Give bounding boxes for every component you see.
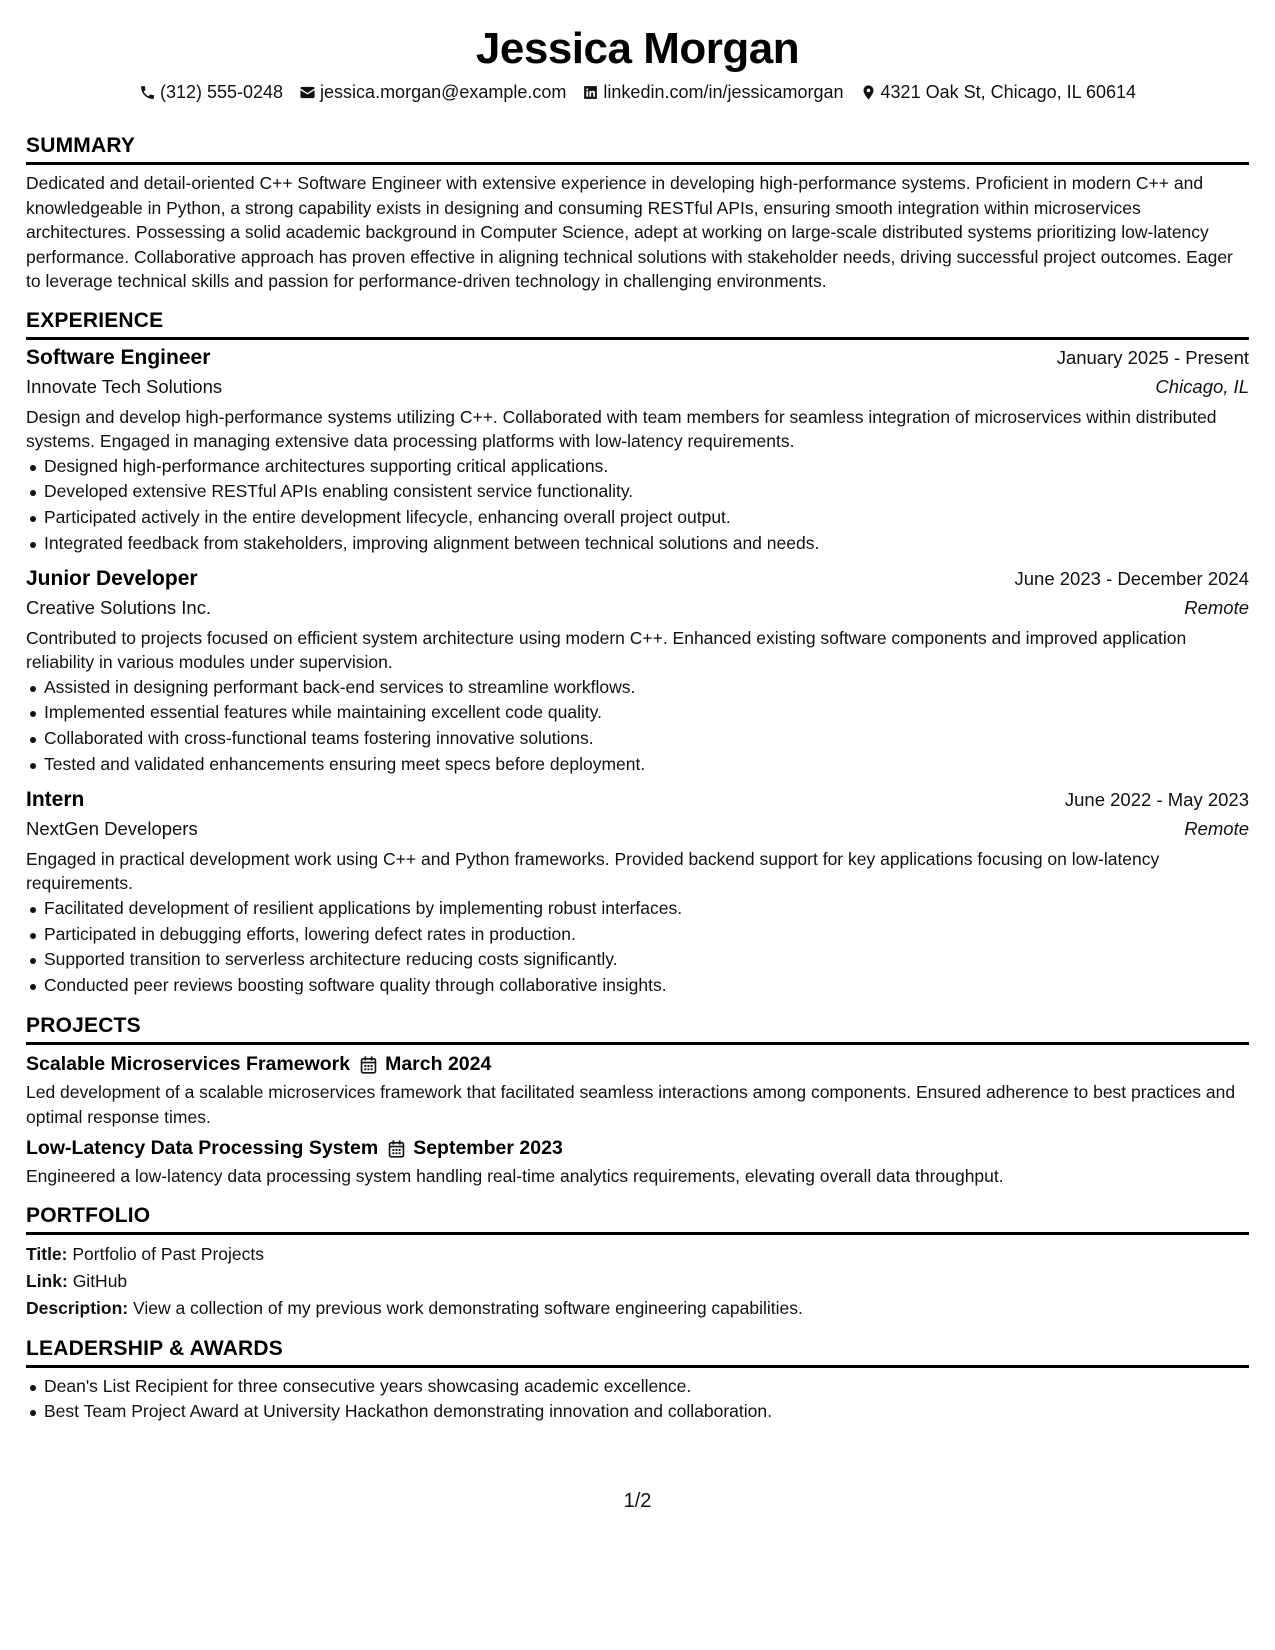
list-item: Facilitated development of resilient applications by implementing robust interfaces. xyxy=(26,896,1249,922)
job-company: NextGen Developers xyxy=(26,817,198,839)
project-entry xyxy=(26,1137,1249,1189)
project-date: March 2024 xyxy=(385,1053,492,1076)
calendar-icon xyxy=(360,1056,377,1074)
job-dates: June 2022 - May 2023 xyxy=(1064,788,1249,810)
section-title-projects: PROJECTS xyxy=(26,1014,1249,1045)
portfolio-title-line xyxy=(26,1241,1249,1268)
job-entry xyxy=(26,346,1249,557)
section-title-portfolio: PORTFOLIO xyxy=(26,1204,1249,1235)
section-title-summary: SUMMARY xyxy=(26,134,1249,165)
job-title: Junior Developer xyxy=(26,566,198,590)
job-description: Design and develop high-performance systems utilizing C++. Collaborated with team members for seamless integration of microservices within distributed systems. Engaged in managing extensive data processing platforms with low-latency requirements. xyxy=(26,406,1217,451)
job-bullets xyxy=(26,454,1249,557)
contact-email[interactable] xyxy=(299,82,566,103)
contact-bar xyxy=(26,82,1249,103)
summary-text: Dedicated and detail-oriented C++ Software Engineer with extensive experience in developing high-performance systems. Proficient in modern C++ and knowledgeable in Python, a strong capability exists in designing and consuming RESTful APIs, ensuring smooth integration within microservices architectures. Possessing a solid academic background in Computer Science, adept at working on large-scale distributed systems prioritizing low-latency performance. Collaborative approach has proven effective in aligning technical solutions with stakeholder needs, driving successful project outcomes. Eager to leverage technical skills and passion for performance-driven technology in challenging environments. xyxy=(26,173,1233,291)
projects-section xyxy=(26,1014,1249,1189)
map-pin-icon xyxy=(860,84,877,101)
portfolio-link[interactable]: GitHub xyxy=(72,1270,128,1291)
linkedin-icon xyxy=(582,84,599,101)
list-item: Implemented essential features while maintaining excellent code quality. xyxy=(26,700,1249,726)
section-title-experience: EXPERIENCE xyxy=(26,309,1249,340)
list-item: Dean's List Recipient for three consecutive years showcasing academic excellence. xyxy=(26,1374,1249,1400)
portfolio-description-line xyxy=(26,1295,1249,1322)
envelope-icon xyxy=(299,84,316,101)
list-item: Supported transition to serverless architecture reducing costs significantly. xyxy=(26,947,1249,973)
portfolio-title-value: Portfolio of Past Projects xyxy=(72,1243,264,1264)
summary-section xyxy=(26,134,1249,294)
job-title: Software Engineer xyxy=(26,345,211,369)
list-item: Tested and validated enhancements ensuring meet specs before deployment. xyxy=(26,752,1249,778)
job-company: Creative Solutions Inc. xyxy=(26,596,212,618)
job-dates: June 2023 - December 2024 xyxy=(1014,567,1249,589)
project-name: Low-Latency Data Processing System xyxy=(26,1137,379,1160)
job-description: Engaged in practical development work using C++ and Python frameworks. Provided backend support for key applications focusing on low-latency requirements. xyxy=(26,848,1160,893)
job-description: Contributed to projects focused on efficient system architecture using modern C++. Enhanced existing software components and improved application reliability in various modules under supervision. xyxy=(26,627,1187,672)
list-item: Integrated feedback from stakeholders, improving alignment between technical solutions and needs. xyxy=(26,531,1249,557)
job-bullets xyxy=(26,675,1249,778)
candidate-name: Jessica Morgan xyxy=(475,24,800,73)
project-description: Engineered a low-latency data processing system handling real-time analytics requirements, elevating overall data throughput. xyxy=(26,1166,1004,1187)
job-location: Remote xyxy=(1184,817,1249,839)
project-description: Led development of a scalable microservices framework that facilitated seamless interactions among components. Ensured adherence to best practices and optimal response times. xyxy=(26,1082,1236,1127)
project-entry xyxy=(26,1053,1249,1129)
experience-section xyxy=(26,309,1249,1000)
job-bullets xyxy=(26,896,1249,999)
awards-section xyxy=(26,1337,1249,1426)
address-text: 4321 Oak St, Chicago, IL 60614 xyxy=(880,82,1137,102)
portfolio-description-value: View a collection of my previous work demonstrating software engineering capabilities. xyxy=(132,1297,803,1318)
email-link: jessica.morgan@example.com xyxy=(320,82,567,102)
project-date: September 2023 xyxy=(413,1137,563,1160)
portfolio-link-line xyxy=(26,1268,1249,1295)
job-entry xyxy=(26,788,1249,999)
awards-list xyxy=(26,1374,1249,1426)
portfolio-link-key: Link: xyxy=(26,1270,68,1291)
phone-icon xyxy=(139,84,156,101)
list-item: Conducted peer reviews boosting software quality through collaborative insights. xyxy=(26,973,1249,999)
list-item: Designed high-performance architectures supporting critical applications. xyxy=(26,454,1249,480)
job-title: Intern xyxy=(26,787,85,811)
list-item: Participated in debugging efforts, lowering defect rates in production. xyxy=(26,922,1249,948)
section-title-awards: LEADERSHIP & AWARDS xyxy=(26,1337,1249,1368)
list-item: Collaborated with cross-functional teams fostering innovative solutions. xyxy=(26,726,1249,752)
contact-address xyxy=(860,82,1137,103)
list-item: Best Team Project Award at University Hackathon demonstrating innovation and collaboration. xyxy=(26,1399,1249,1425)
job-location: Chicago, IL xyxy=(1155,375,1249,397)
list-item: Participated actively in the entire development lifecycle, enhancing overall project output. xyxy=(26,505,1249,531)
job-location: Remote xyxy=(1184,596,1249,618)
list-item: Developed extensive RESTful APIs enabling consistent service functionality. xyxy=(26,479,1249,505)
portfolio-section xyxy=(26,1204,1249,1322)
contact-linkedin[interactable] xyxy=(582,82,843,103)
portfolio-title-key: Title: xyxy=(26,1243,68,1264)
page-number: 1/2 xyxy=(623,1490,652,1512)
list-item: Assisted in designing performant back-end services to streamline workflows. xyxy=(26,675,1249,701)
job-entry xyxy=(26,567,1249,778)
linkedin-link: linkedin.com/in/jessicamorgan xyxy=(603,82,844,102)
project-name: Scalable Microservices Framework xyxy=(26,1053,351,1076)
job-company: Innovate Tech Solutions xyxy=(26,375,223,397)
portfolio-description-key: Description: xyxy=(26,1297,129,1318)
phone-text: (312) 555-0248 xyxy=(159,82,284,102)
job-dates: January 2025 - Present xyxy=(1056,346,1249,368)
contact-phone[interactable] xyxy=(139,82,283,103)
calendar-icon xyxy=(388,1140,405,1158)
